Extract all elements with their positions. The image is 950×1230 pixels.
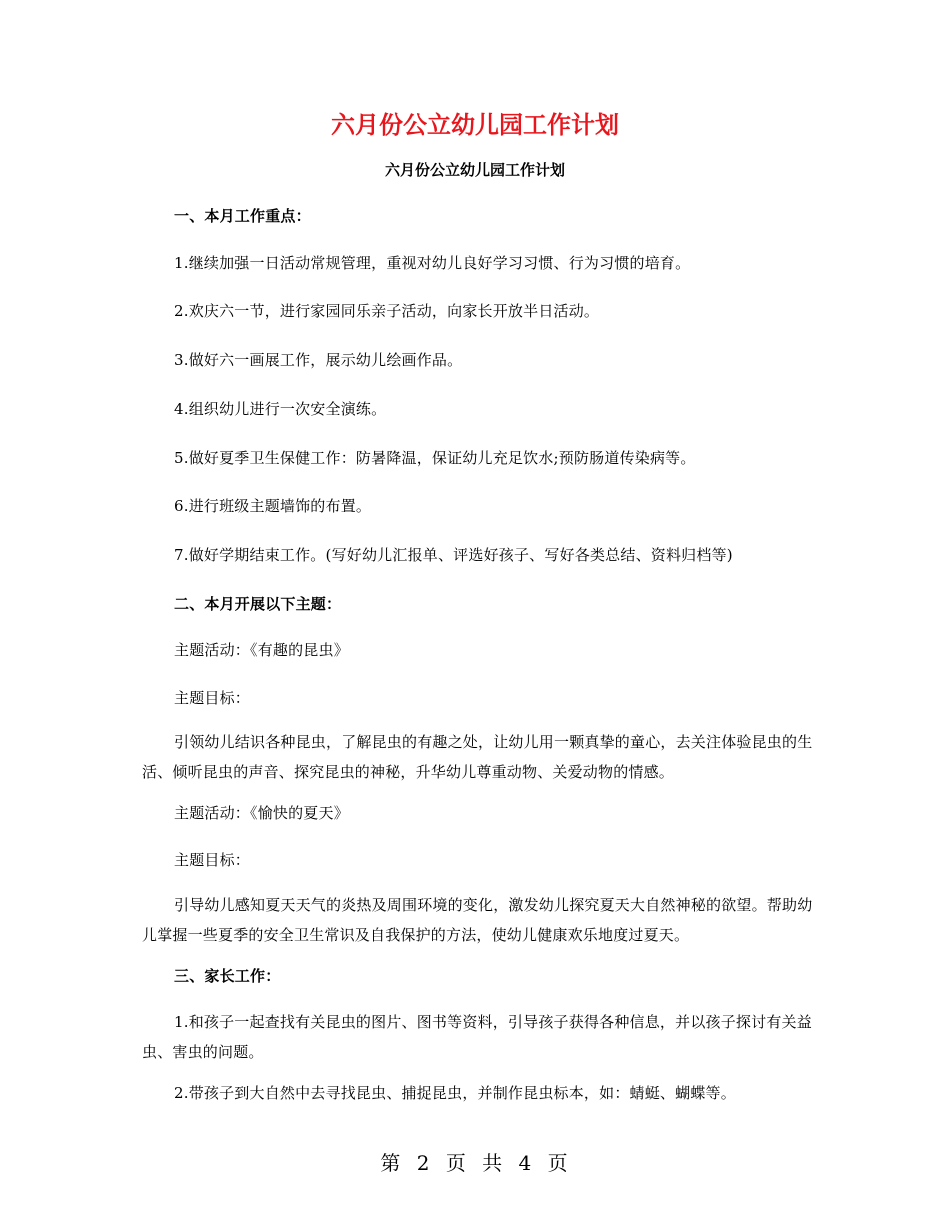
section1-item-2: 2.欢庆六一节，进行家园同乐亲子活动，向家长开放半日活动。 bbox=[174, 302, 600, 320]
section1-item-6: 6.进行班级主题墙饰的布置。 bbox=[174, 497, 372, 515]
section1-item-5: 5.做好夏季卫生保健工作：防暑降温，保证幼儿充足饮水;预防肠道传染病等。 bbox=[174, 449, 696, 467]
theme2-activity: 主题活动：《愉快的夏天》 bbox=[174, 804, 349, 822]
theme1-goal-label: 主题目标： bbox=[174, 689, 251, 707]
section1-item-7: 7.做好学期结束工作。(写好幼儿汇报单、评选好孩子、写好各类总结、资料归档等) bbox=[174, 546, 733, 564]
document-subtitle: 六月份公立幼儿园工作计划 bbox=[384, 161, 565, 179]
document-title: 六月份公立幼儿园工作计划 bbox=[331, 111, 619, 139]
section3-item-2: 2.带孩子到大自然中去寻找昆虫、捕捉昆虫，并制作昆虫标本，如：蜻蜓、蝴蝶等。 bbox=[174, 1084, 736, 1102]
section1-heading: 一、本月工作重点： bbox=[174, 207, 311, 225]
page-footer: 第 2 页 共 4 页 bbox=[380, 1151, 570, 1175]
theme2-goal-label: 主题目标： bbox=[174, 851, 251, 869]
section2-heading: 二、本月开展以下主题： bbox=[174, 595, 342, 613]
theme1-goal-text: 引领幼儿结识各种昆虫，了解昆虫的有趣之处，让幼儿用一颗真挚的童心，去关注体验昆虫的生活、倾听昆虫的声音、探究昆虫的神秘，升华幼儿尊重动物、关爱动物的情感。 bbox=[142, 733, 813, 781]
theme1-activity: 主题活动：《有趣的昆虫》 bbox=[174, 641, 349, 659]
section1-item-1: 1.继续加强一日活动常规管理，重视对幼儿良好学习习惯、行为习惯的培育。 bbox=[174, 254, 691, 272]
section3-item-1: 1.和孩子一起查找有关昆虫的图片、图书等资料，引导孩子获得各种信息，并以孩子探讨有关益虫、害虫的问题。 bbox=[142, 1013, 812, 1061]
section1-item-4: 4.组织幼儿进行一次安全演练。 bbox=[174, 400, 387, 418]
theme2-goal-text: 引导幼儿感知夏天天气的炎热及周围环境的变化，激发幼儿探究夏天大自然神秘的欲望。帮助幼儿掌握一些夏季的安全卫生常识及自我保护的方法，使幼儿健康欢乐地度过夏天。 bbox=[142, 896, 813, 944]
section1-item-3: 3.做好六一画展工作，展示幼儿绘画作品。 bbox=[174, 351, 463, 369]
section3-heading: 三、家长工作： bbox=[174, 967, 281, 985]
